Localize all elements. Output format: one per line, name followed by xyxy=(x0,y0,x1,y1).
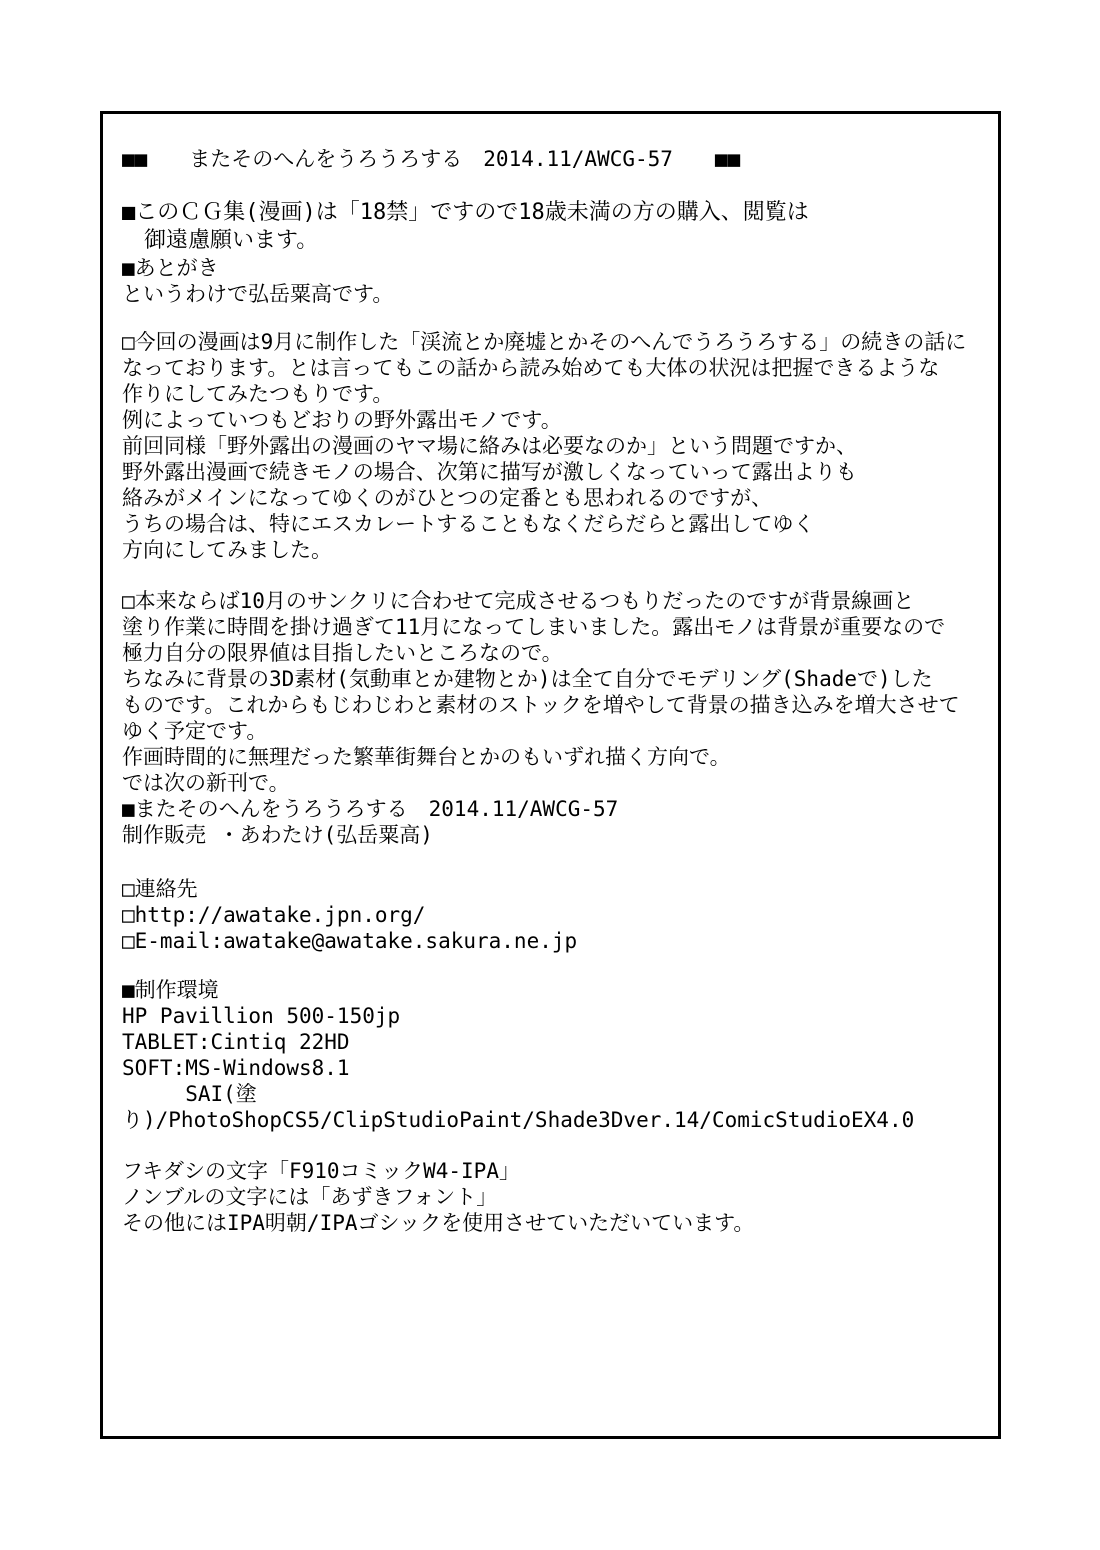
text-line: ゆく予定です。 xyxy=(122,719,268,743)
header-title-line: ■■ またそのへんをうろうろする 2014.11/AWCG-57 ■■ xyxy=(122,147,741,171)
intro-line: というわけで弘岳粟高です。 xyxy=(122,282,394,306)
document-frame xyxy=(100,111,1001,1439)
contact-info xyxy=(122,876,980,954)
age-warning-paragraph xyxy=(122,199,980,255)
text-line: ものです。これからもじわじわと素材のストックを増やして背景の描き込みを増大させて xyxy=(122,693,960,717)
text-line: ■制作環境 xyxy=(122,978,219,1002)
text-line: □http://awatake.jpn.org/ xyxy=(122,903,426,927)
text-line: 野外露出漫画で続きモノの場合、次第に描写が激しくなっていって露出よりも xyxy=(122,460,857,484)
book-title-line: ■またそのへんをうろうろする 2014.11/AWCG-57 xyxy=(122,797,619,821)
text-line: 極力自分の限界値は目指したいところなので。 xyxy=(122,641,563,665)
text-line: 作画時間的に無理だった繁華街舞台とかのもいずれ描く方向で。 xyxy=(122,745,731,769)
text-line: うちの場合は、特にエスカレートすることもなくだらだらと露出してゆく xyxy=(122,512,815,536)
text-line: 方向にしてみました。 xyxy=(122,538,332,562)
production-environment xyxy=(122,977,980,1133)
text-line: 塗り作業に時間を掛け過ぎて11月になってしまいました。露出モノは背景が重要なので xyxy=(122,615,946,639)
text-line: TABLET:Cintiq 22HD xyxy=(122,1030,350,1054)
text-line: 例によっていつもどおりの野外露出モノです。 xyxy=(122,408,562,432)
closing-line: では次の新刊で。 xyxy=(122,771,290,795)
fonts-note xyxy=(122,1158,980,1236)
text-line: □本来ならば10月のサンクリに合わせて完成させるつもりだったのですが背景線画と xyxy=(122,589,915,613)
document-content xyxy=(103,114,998,1236)
text-line: □E-mail:awatake@awatake.sakura.ne.jp xyxy=(122,929,578,953)
text-line: ちなみに背景の3D素材(気動車とか建物とか)は全て自分でモデリング(Shadeで)した xyxy=(122,667,933,691)
text-line: □今回の漫画は9月に制作した「渓流とか廃墟とかそのへんでうろうろする」の続きの話に xyxy=(122,330,967,354)
text-line: SAI(塗り)/PhotoShopCS5/ClipStudioPaint/Shade3Dver.14/ComicStudioEX4.0 xyxy=(122,1082,915,1132)
text-line: ■このＣＧ集(漫画)は「18禁」ですので18歳未満の方の購入、閲覧は xyxy=(122,200,809,225)
text-line: フキダシの文字「F910コミックW4-IPA」 xyxy=(122,1159,520,1183)
text-line: ノンブルの文字には「あずきフォント」 xyxy=(122,1185,498,1209)
afterword-paragraph-2 xyxy=(122,588,980,770)
text-line: なっております。とは言ってもこの話から読み始めても大体の状況は把握できるような xyxy=(122,356,940,380)
text-line: SOFT:MS-Windows8.1 xyxy=(122,1056,350,1080)
text-line: HP Pavillion 500-150jp xyxy=(122,1004,401,1028)
text-line: □連絡先 xyxy=(122,877,198,901)
text-line: 作りにしてみたつもりです。 xyxy=(122,382,394,406)
afterword-paragraph-1 xyxy=(122,329,980,563)
text-line: その他にはIPA明朝/IPAゴシックを使用させていただいています。 xyxy=(122,1211,755,1235)
afterword-heading: ■あとがき xyxy=(122,256,219,280)
text-line: 御遠慮願います。 xyxy=(122,228,319,253)
text-line: 前回同様「野外露出の漫画のヤマ場に絡みは必要なのか」という問題ですか、 xyxy=(122,434,857,458)
text-line: 絡みがメインになってゆくのがひとつの定番とも思われるのですが、 xyxy=(122,486,773,510)
credit-line: 制作販売 ・あわたけ(弘岳粟高) xyxy=(122,823,433,847)
